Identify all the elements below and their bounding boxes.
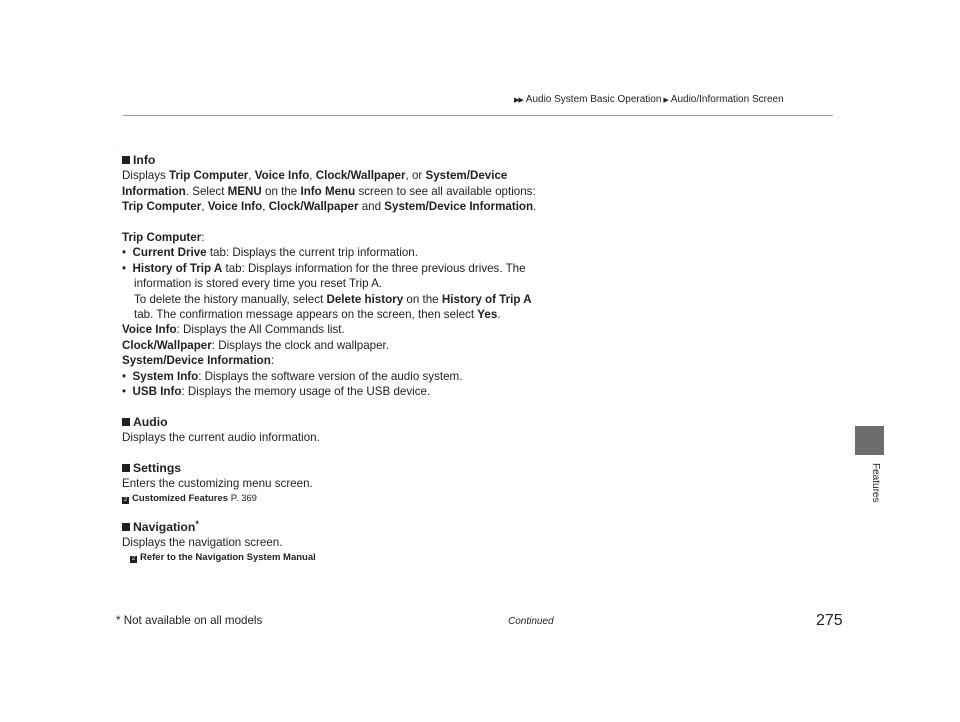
history-line-2: information is stored every time you reset Trip A. bbox=[134, 277, 383, 291]
trip-computer-label: Trip Computer: bbox=[122, 231, 205, 245]
settings-heading: Settings bbox=[122, 461, 822, 476]
header-divider bbox=[123, 115, 833, 116]
footnote-star: * bbox=[195, 518, 199, 529]
square-bullet-icon bbox=[122, 156, 130, 164]
navigation-heading: Navigation* bbox=[122, 517, 822, 535]
current-drive-item: • Current Drive tab: Displays the current trip information. bbox=[122, 246, 418, 260]
breadcrumb-item-1[interactable]: Audio System Basic Operation bbox=[525, 94, 662, 105]
system-info-item: • System Info: Displays the software version of the audio system. bbox=[122, 369, 463, 383]
section-tab bbox=[855, 426, 884, 455]
breadcrumb-item-2[interactable]: Audio/Information Screen bbox=[670, 94, 784, 105]
audio-heading: Audio bbox=[122, 415, 822, 430]
square-bullet-icon bbox=[122, 523, 130, 531]
square-bullet-icon bbox=[122, 464, 130, 472]
history-line-3: To delete the history manually, select Delete history on the History of Trip A bbox=[134, 292, 532, 306]
section-label: Features bbox=[870, 463, 881, 503]
page-number: 275 bbox=[816, 612, 843, 629]
clock-wallpaper-line: Clock/Wallpaper: Displays the clock and wallpaper. bbox=[122, 338, 389, 352]
history-line-4: tab. The confirmation message appears on the screen, then select Yes. bbox=[134, 308, 501, 322]
double-arrow-icon: ▶▶ bbox=[514, 97, 523, 104]
settings-text: Enters the customizing menu screen. bbox=[122, 477, 313, 491]
square-bullet-icon bbox=[122, 418, 130, 426]
navigation-text: Displays the navigation screen. bbox=[122, 536, 283, 550]
usb-info-item: • USB Info: Displays the memory usage of the USB device. bbox=[122, 385, 431, 399]
info-paragraph-line-2: Information. Select MENU on the Info Menu screen to see all available options: bbox=[122, 184, 536, 198]
arrow-icon: ▶ bbox=[663, 97, 668, 104]
cross-reference-icon: 2 bbox=[131, 555, 136, 562]
voice-info-line: Voice Info: Displays the All Commands list. bbox=[122, 323, 345, 337]
system-device-label: System/Device Information: bbox=[122, 354, 275, 368]
breadcrumb bbox=[514, 94, 784, 105]
cross-reference-icon: 2 bbox=[123, 496, 128, 503]
page-content bbox=[122, 153, 822, 564]
info-paragraph-line-3: Trip Computer, Voice Info, Clock/Wallpaper and System/Device Information. bbox=[122, 200, 537, 214]
info-paragraph-line-1: Displays Trip Computer, Voice Info, Clock/Wallpaper, or System/Device bbox=[122, 169, 508, 183]
history-item: • History of Trip A tab: Displays information for the three previous drives. The bbox=[122, 261, 526, 275]
audio-text: Displays the current audio information. bbox=[122, 431, 320, 445]
footnote: * Not available on all models bbox=[116, 614, 263, 627]
navigation-cross-reference[interactable]: 2 Refer to the Navigation System Manual bbox=[131, 551, 316, 563]
info-heading: Info bbox=[122, 153, 822, 168]
continued-label: Continued bbox=[508, 616, 554, 627]
settings-cross-reference[interactable]: 2 Customized Features P. 369 bbox=[123, 492, 257, 504]
